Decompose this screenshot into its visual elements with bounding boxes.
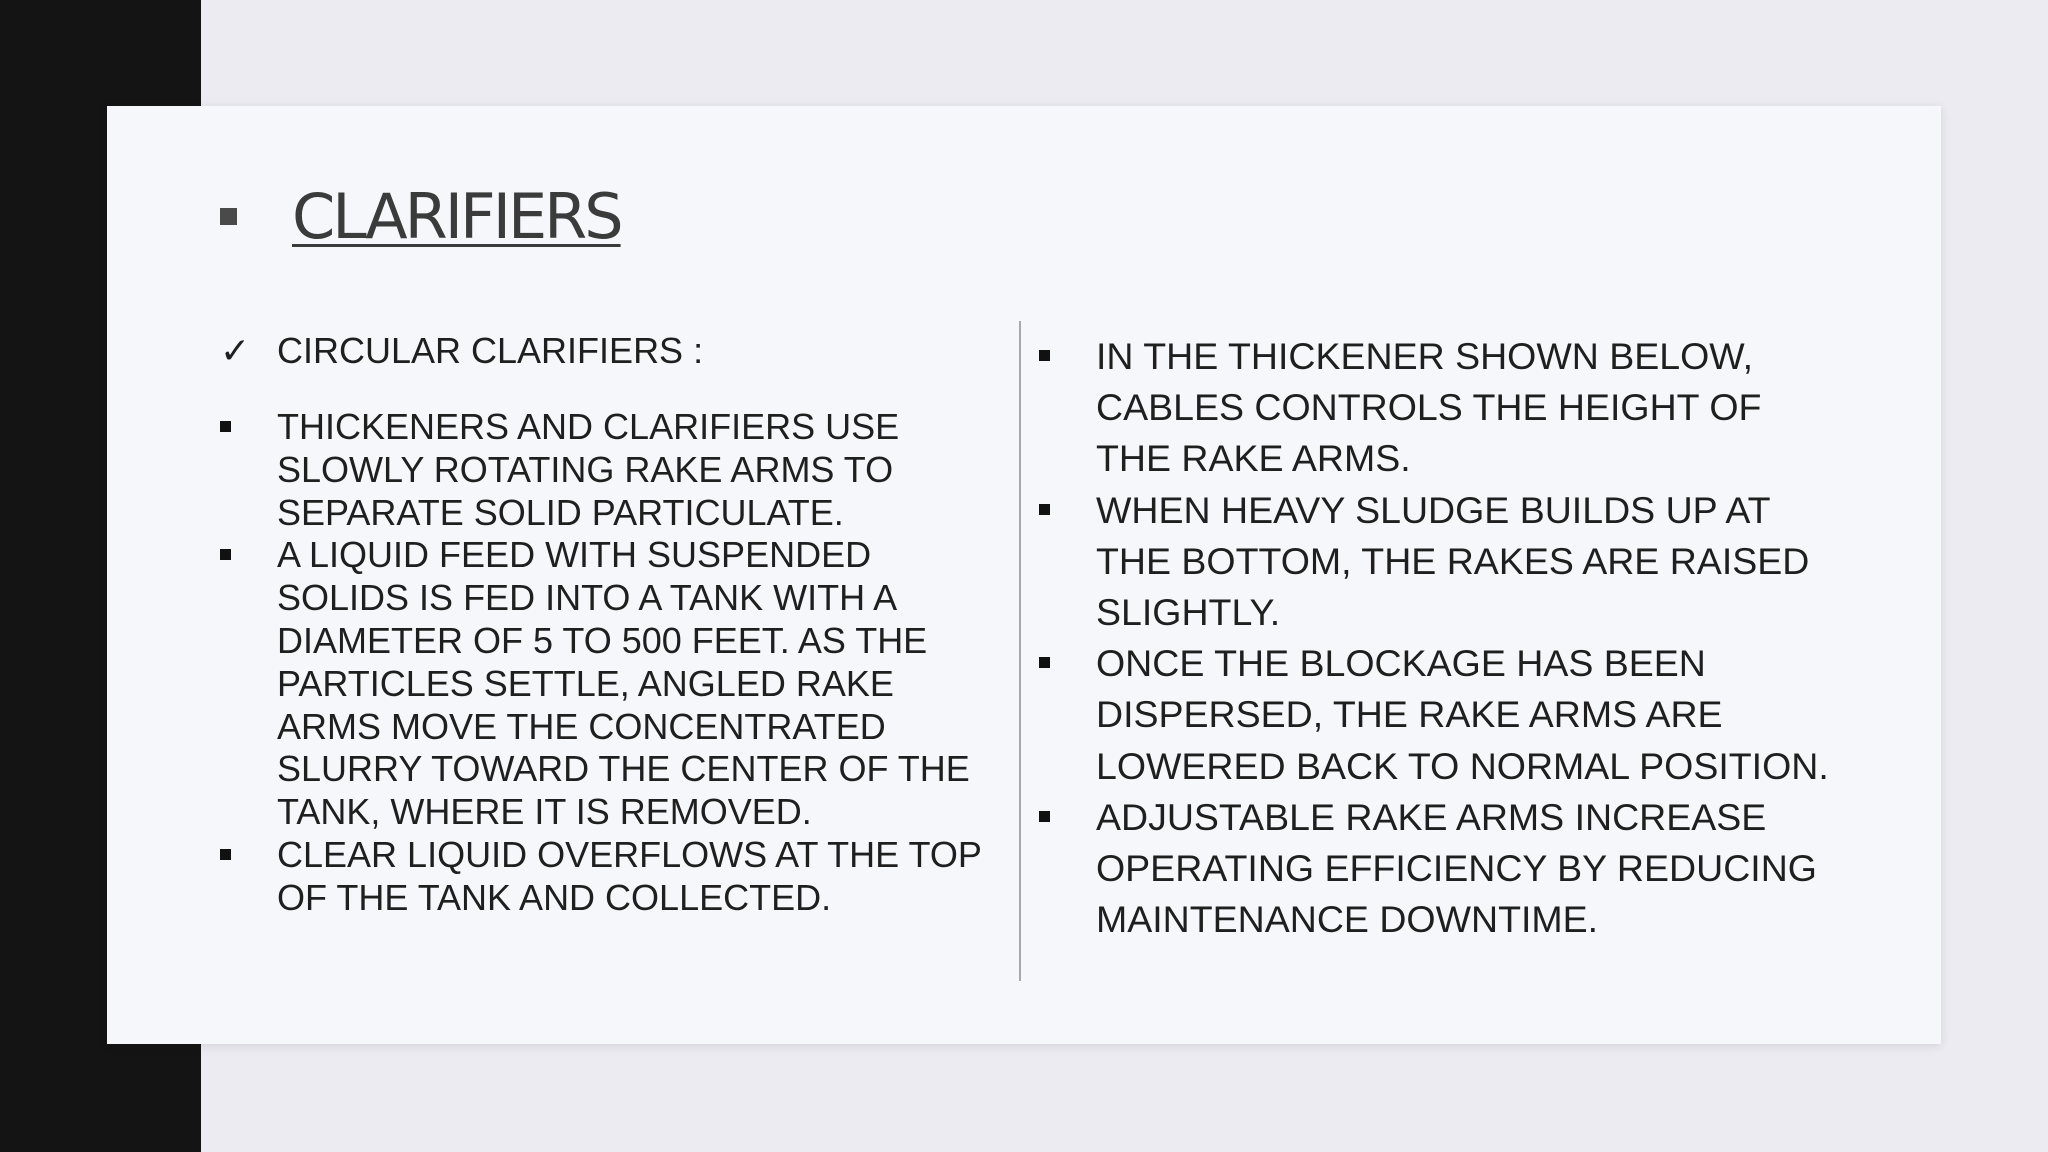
square-bullet-icon	[220, 849, 231, 860]
left-column	[220, 328, 1000, 920]
section-heading	[220, 328, 1000, 374]
slide-title: CLARIFIERS	[292, 179, 621, 253]
list-item-text: ADJUSTABLE RAKE ARMS INCREASE OPERATING EFFICIENCY BY REDUCING MAINTENANCE DOWNTIME.	[1096, 795, 1817, 941]
list-item-text: WHEN HEAVY SLUDGE BUILDS UP AT THE BOTTOM, THE RAKES ARE RAISED SLIGHTLY.	[1096, 488, 1810, 634]
list-item-text: ONCE THE BLOCKAGE HAS BEEN DISPERSED, THE RAKE ARMS ARE LOWERED BACK TO NORMAL POSITION.	[1096, 642, 1829, 787]
square-bullet-icon	[1039, 350, 1050, 361]
list-item	[1039, 485, 1839, 639]
list-item-text: THICKENERS AND CLARIFIERS USE SLOWLY ROTATING RAKE ARMS TO SEPARATE SOLID PARTICULATE.	[277, 406, 900, 533]
slide	[107, 106, 1941, 1044]
square-bullet-icon	[220, 421, 231, 432]
section-heading-text: CIRCULAR CLARIFIERS :	[277, 330, 704, 371]
square-bullet-icon	[1039, 811, 1050, 822]
list-item-text: IN THE THICKENER SHOWN BELOW, CABLES CONTROLS THE HEIGHT OF THE RAKE ARMS.	[1096, 335, 1762, 480]
right-bullet-list	[1039, 331, 1839, 945]
square-bullet-icon	[220, 208, 237, 225]
list-item	[1039, 638, 1839, 792]
list-item-text: A LIQUID FEED WITH SUSPENDED SOLIDS IS FED INTO A TANK WITH A DIAMETER OF 5 TO 500 FEET. AS THE PARTICLES SETTLE, ANGLED RAKE ARMS MOVE THE CONCENTRATED SLURRY TOWARD THE CENTER OF THE TANK, WHERE IT IS REMOVED.	[277, 534, 970, 833]
right-column	[1039, 331, 1839, 945]
square-bullet-icon	[1039, 657, 1050, 668]
list-item	[220, 406, 1000, 534]
list-item	[1039, 792, 1839, 946]
column-divider	[1019, 321, 1021, 981]
square-bullet-icon	[1039, 504, 1050, 515]
list-item-text: CLEAR LIQUID OVERFLOWS AT THE TOP OF THE TANK AND COLLECTED.	[277, 833, 982, 918]
square-bullet-icon	[220, 549, 231, 560]
checkmark-icon: ✓	[220, 330, 251, 371]
list-item	[220, 834, 1000, 920]
list-item	[220, 534, 1000, 834]
slide-title-row	[220, 166, 621, 266]
list-item	[1039, 331, 1839, 485]
left-bullet-list	[220, 406, 1000, 920]
